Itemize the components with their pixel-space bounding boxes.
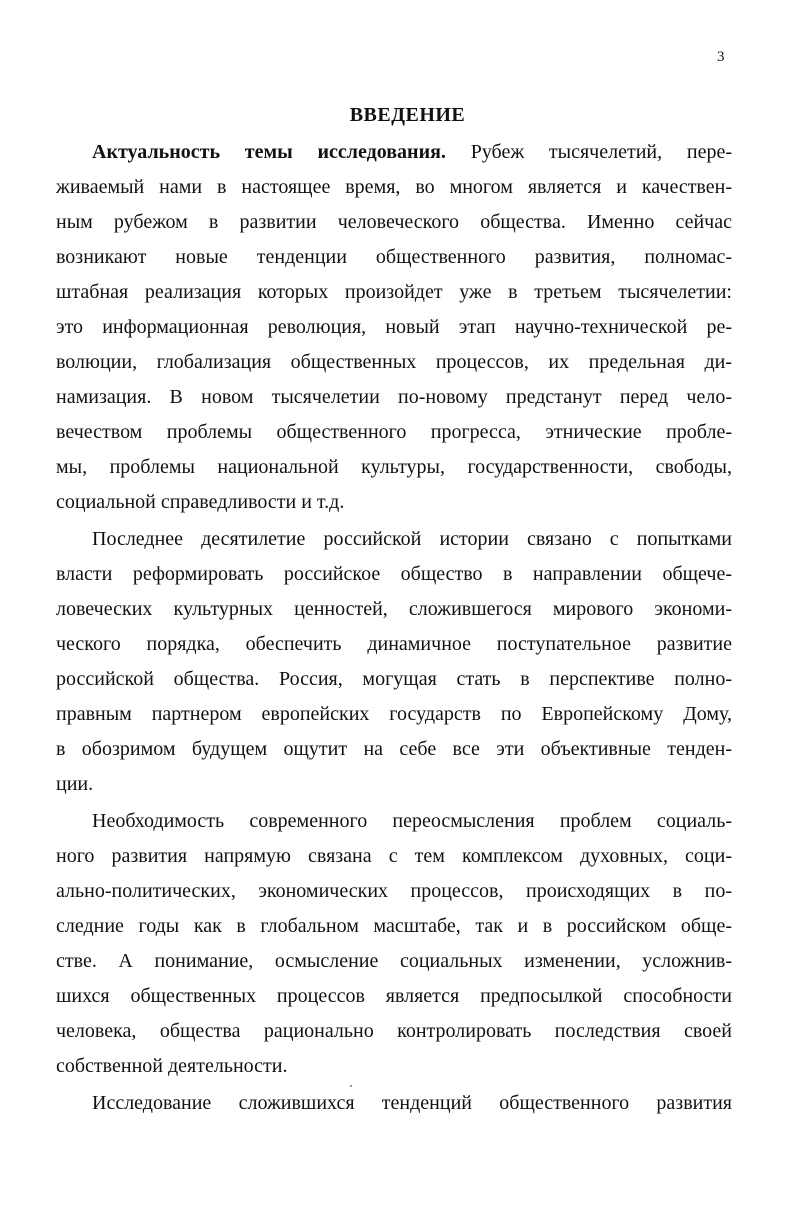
scan-speck — [350, 1085, 352, 1087]
text-line: возникают новые тенденции общественного развития, полномас- — [56, 246, 732, 268]
text-line: стве. А понимание, осмысление социальных изменении, усложнив- — [56, 950, 732, 972]
text-line: вечеством проблемы общественного прогресса, этнические пробле- — [56, 421, 732, 443]
text-line: волюции, глобализация общественных процессов, их предельная ди- — [56, 351, 732, 373]
text-line: живаемый нами в настоящее время, во многом является и качествен- — [56, 176, 732, 198]
text-line: Необходимость современного переосмысления проблем социаль- — [92, 810, 732, 832]
text-line: следние годы как в глобальном масштабе, так и в российском обще- — [56, 915, 732, 937]
text-line: ально-политических, экономических процессов, происходящих в по- — [56, 880, 732, 902]
text-line: ческого порядка, обеспечить динамичное поступательное развитие — [56, 633, 732, 655]
text-line: ного развития напрямую связана с тем комплексом духовных, соци- — [56, 845, 732, 867]
text-line: социальной справедливости и т.д. — [56, 491, 345, 513]
text-line: ным рубежом в развитии человеческого общества. Именно сейчас — [56, 211, 732, 233]
text-line: Исследование сложившихся тенденций общественного развития — [92, 1092, 732, 1114]
text-line: власти реформировать российское общество в направлении общече- — [56, 563, 732, 585]
lead-phrase: Актуальность темы исследования. — [92, 141, 446, 163]
text-line: это информационная революция, новый этап научно-технической ре- — [56, 316, 732, 338]
text-line: ции. — [56, 773, 94, 795]
text-line: собственной деятельности. — [56, 1055, 288, 1077]
text-line: Последнее десятилетие российской истории связано с попытками — [92, 528, 732, 550]
text-line: в обозримом будущем ощутит на себе все эти объективные тенден- — [56, 738, 732, 760]
text-line: Актуальность темы исследования. Рубеж тысячелетий, пере- — [92, 141, 733, 163]
text-line: ловеческих культурных ценностей, сложившегося мирового экономи- — [56, 598, 732, 620]
text-line: правным партнером европейских государств по Европейскому Дому, — [56, 703, 732, 725]
text-line: намизация. В новом тысячелетии по-новому предстанут перед чело- — [56, 386, 732, 408]
text-line: штабная реализация которых произойдет уже в третьем тысячелетии: — [56, 281, 732, 303]
text-line: шихся общественных процессов является предпосылкой способности — [56, 985, 732, 1007]
page-title: ВВЕДЕНИЕ — [349, 104, 466, 126]
page-number: 3 — [717, 49, 725, 65]
text-line: мы, проблемы национальной культуры, государственности, свободы, — [56, 456, 732, 478]
text-line: человека, общества рационально контролировать последствия своей — [56, 1020, 732, 1042]
text-line: российской общества. Россия, могущая стать в перспективе полно- — [56, 668, 732, 690]
